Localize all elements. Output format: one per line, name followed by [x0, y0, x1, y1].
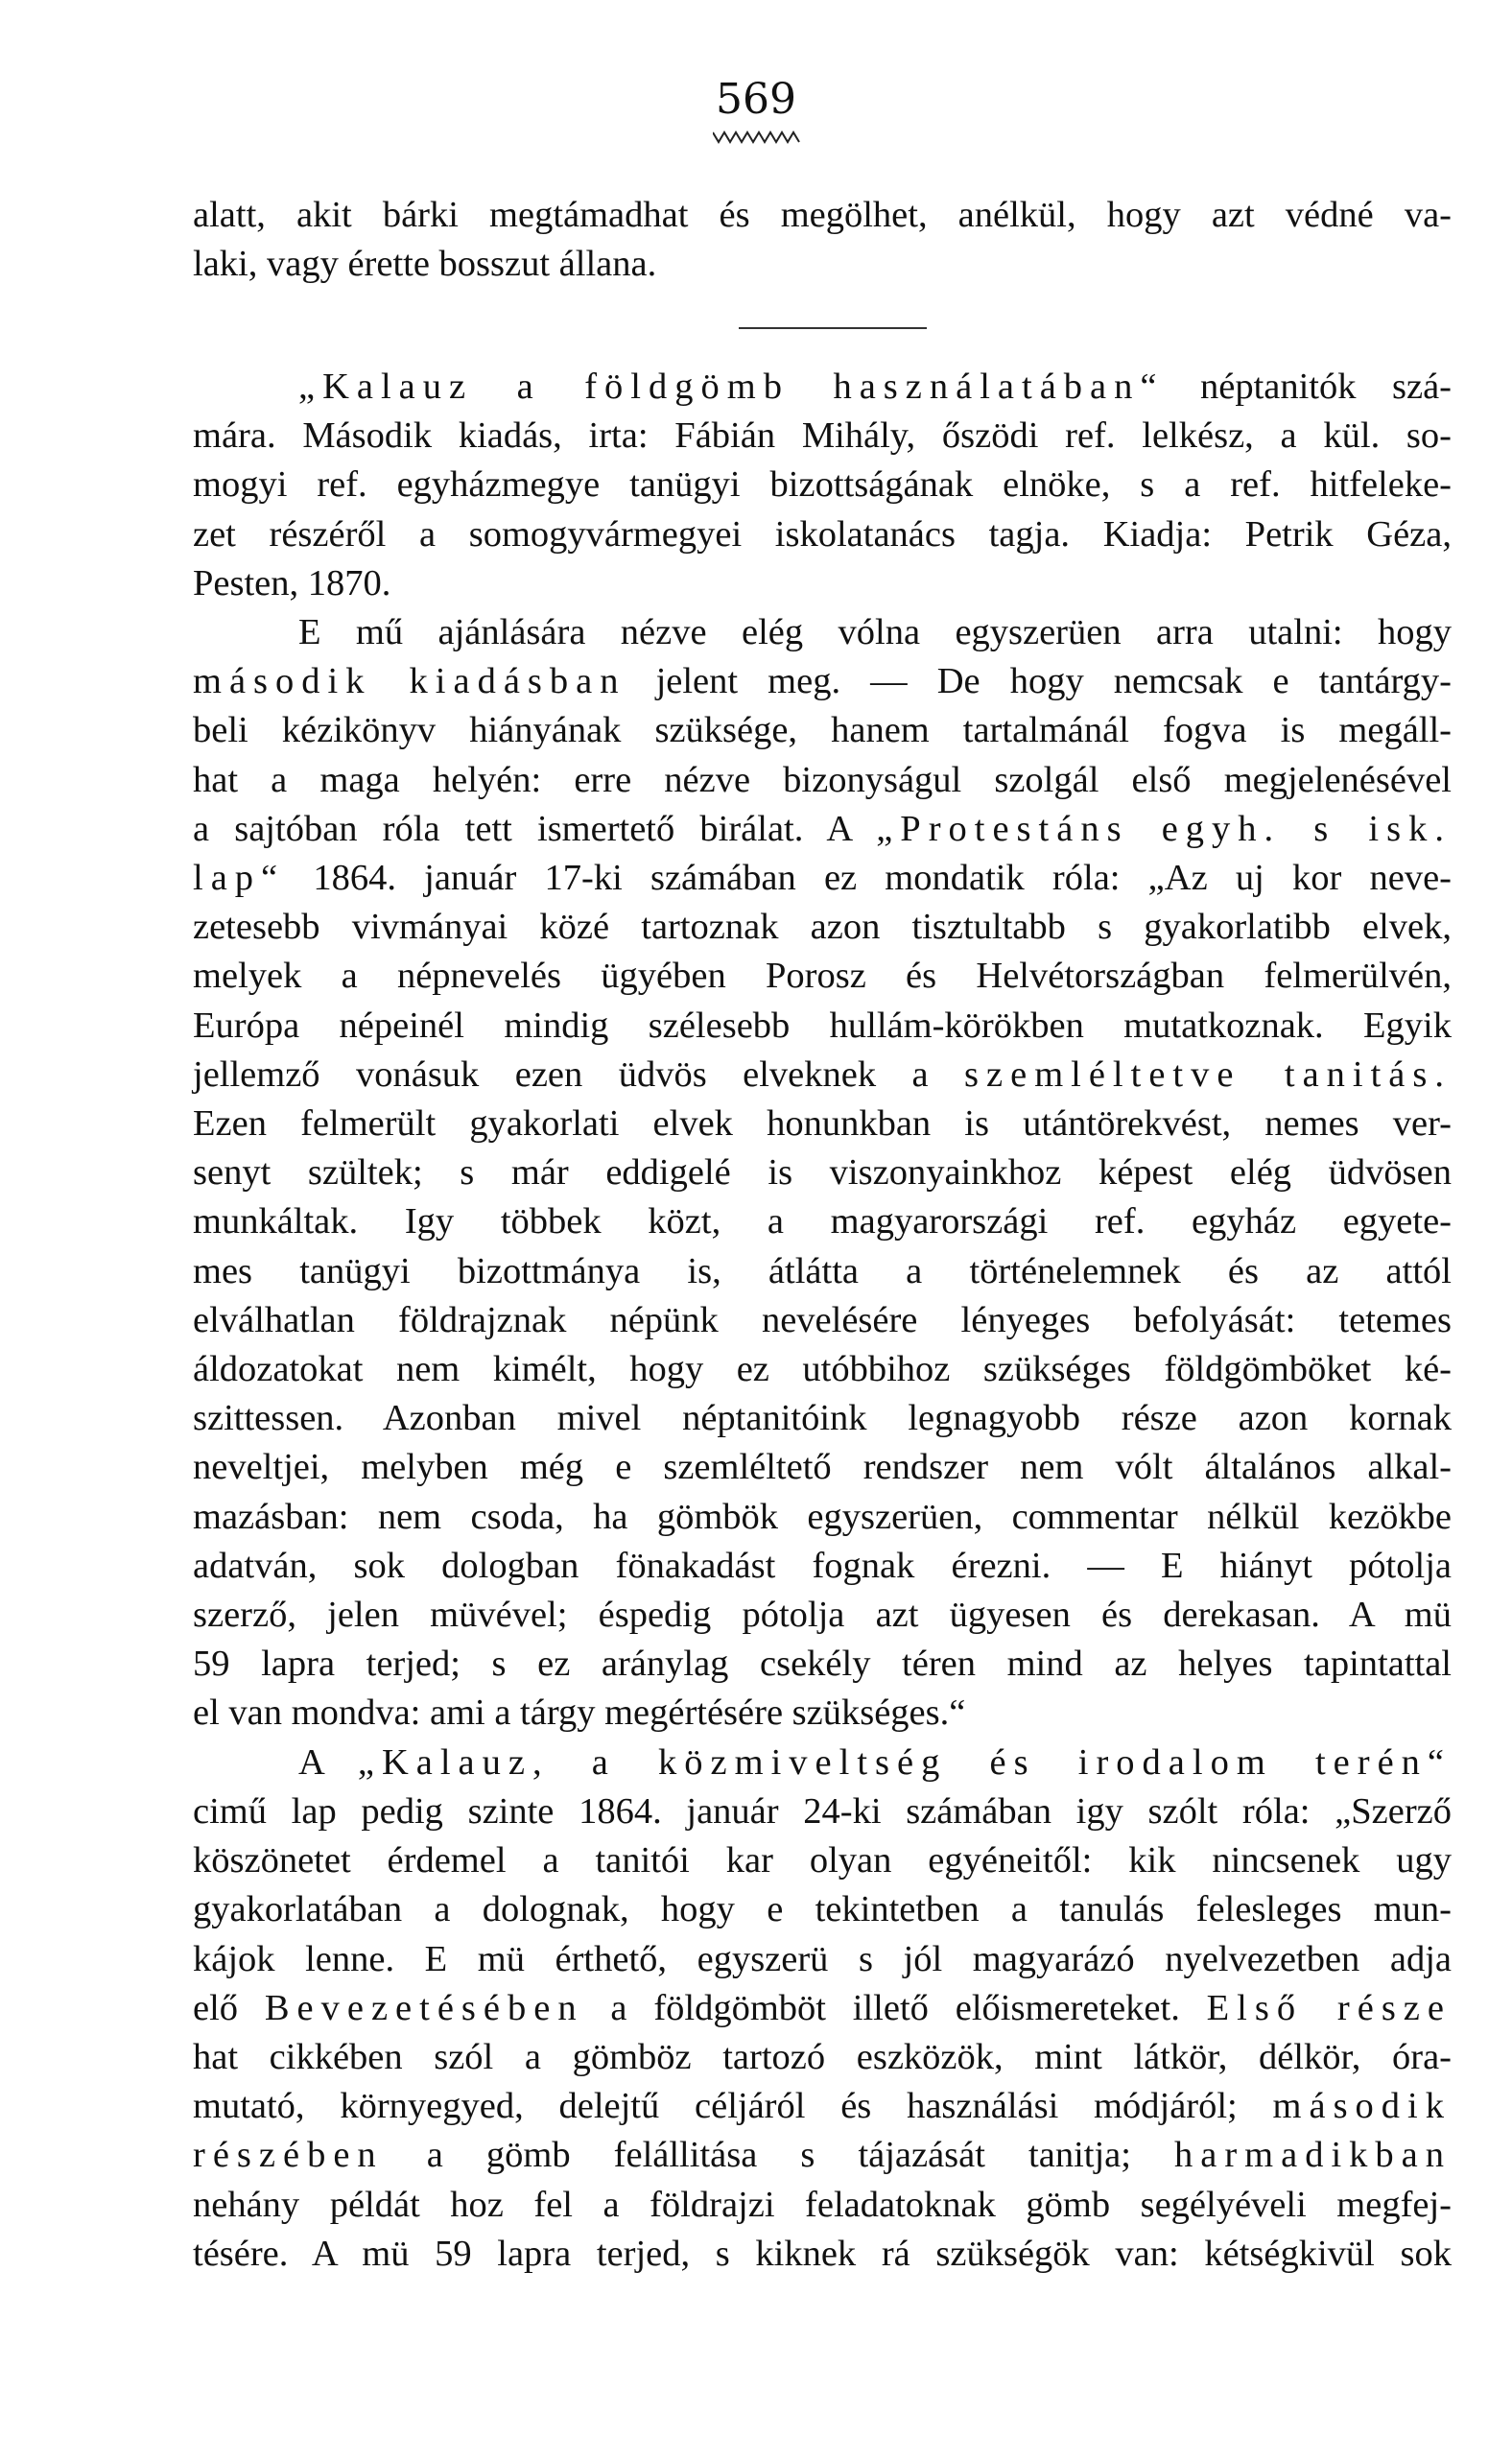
- text-span: a földgömböt illető előismereteket.: [583, 1987, 1207, 2028]
- text-line: [193, 657, 1452, 706]
- opening-paragraph: [193, 191, 1452, 289]
- text-line: elválhatlan földrajznak népünk nevelésére lényeges befolyását: tetemes: [193, 1299, 1452, 1340]
- text-line: mogyi ref. egyházmegye tanügyi bizottságának elnöke, s a ref. hitfeleke-: [193, 464, 1452, 506]
- text-span: mutató, környegyed, delejtű céljáról és használási módjáról;: [193, 2086, 1273, 2127]
- text-line: hat a maga helyén: erre nézve bizonyságul szolgál első megjelenésével: [193, 759, 1452, 800]
- text-line: [193, 608, 1452, 657]
- text-line: neveltjei, melyben még e szemléltető rendszer nem vólt általános alkal-: [193, 1447, 1452, 1488]
- text-line: [193, 363, 1452, 412]
- text-line: zetesebb vivmányai közé tartoznak azon tisztultabb s gyakorlatibb elvek,: [193, 907, 1452, 948]
- text-line: zet részéről a somogyvármegyei iskolatanács tagja. Kiadja: Petrik Géza,: [193, 513, 1452, 555]
- text-line: cimű lap pedig szinte 1864. január 24-ki számában igy szólt róla: „Szerző: [193, 1790, 1452, 1832]
- journal-title: lap“: [193, 858, 286, 899]
- text-line: senyt szültek; s már eddigelé is viszonyainkhoz képest elég üdvösen: [193, 1152, 1452, 1194]
- emphasis: szemléltetve tanitás.: [964, 1053, 1452, 1095]
- text-span: a gömb felállitása s tájazását tanitja;: [383, 2135, 1175, 2176]
- text-line: Pesten, 1870.: [193, 562, 391, 603]
- page-number: 569: [716, 75, 796, 124]
- text-line: melyek a népnevelés ügyében Porosz és Helvétországban felmerülvén,: [193, 956, 1452, 997]
- emphasis: Bevezetésében: [264, 1987, 584, 2028]
- text-line: 59 lapra terjed; s ez aránylag csekély téren mind az helyes tapintattal: [193, 1644, 1452, 1685]
- text-line: alatt, akit bárki megtámadhat és megölhet, anélkül, hogy azt védné va-: [193, 195, 1452, 235]
- text-line: [193, 1739, 1452, 1787]
- text-span: a sajtóban róla tett ismertető birálat. A: [193, 808, 877, 849]
- text-line: [193, 805, 1452, 854]
- emphasis: második: [1272, 2086, 1452, 2127]
- text-line: [193, 2131, 1452, 2180]
- text-span: elő: [193, 1987, 265, 2028]
- text-line: adatván, sok dologban fönakadást fognak érezni. — E hiányt pótolja: [193, 1545, 1452, 1586]
- text-line: szittessen. Azonban mivel néptanitóink legnagyobb része azon kornak: [193, 1398, 1452, 1439]
- emphasis: harmadikban: [1174, 2135, 1452, 2176]
- text-line: szerző, jelen müvével; éspedig pótolja azt ügyesen és derekasan. A mü: [193, 1595, 1452, 1636]
- text-line: [193, 1051, 1452, 1100]
- emphasis: részében: [193, 2135, 384, 2176]
- text-line: gyakorlatában a dolognak, hogy e tekintetben a tanulás felesleges mun-: [193, 1889, 1452, 1930]
- text-span: 1864. január 17-ki számában ez mondatik róla: „Az uj kor neve-: [285, 858, 1452, 899]
- emphasis: második kiadásban: [193, 661, 626, 702]
- book-title: „Kalauz a földgömb használatában“: [298, 367, 1165, 407]
- text-span: jellemző vonásuk ezen üdvös elveknek a: [193, 1053, 965, 1095]
- text-line: el van mondva: ami a tárgy megértésére szükséges.“: [193, 1692, 966, 1734]
- emphasis: Első része: [1206, 1987, 1452, 2028]
- text-span: néptanitók szá-: [1164, 367, 1453, 407]
- text-line: kájok lenne. E mü érthető, egyszerü s jól magyarázó nyelvezetben adja: [193, 1938, 1452, 1979]
- text-line: munkáltak. Igy többek közt, a magyarországi ref. egyház egyete-: [193, 1201, 1452, 1242]
- text-line: [193, 1984, 1452, 2033]
- journal-title: „Kalauz, a közmiveltség és irodalom terén“: [357, 1741, 1452, 1783]
- text-line: beli kézikönyv hiányának szüksége, hanem tartalmánál fogva is megáll-: [193, 710, 1452, 751]
- text-line: tésére. A mü 59 lapra terjed, s kiknek rá szükségök van: kétségkivül sok: [193, 2233, 1452, 2274]
- journal-title: „Protestáns egyh. s isk.: [876, 808, 1452, 849]
- text-line: [193, 2082, 1452, 2131]
- text-line: Európa népeinél mindig szélesebb hullám-körökben mutatkoznak. Egyik: [193, 1005, 1452, 1046]
- text-line: mes tanügyi bizottmánya is, átlátta a történelemnek és az attól: [193, 1250, 1452, 1291]
- text-span: jelent meg. — De hogy nemcsak e tantárgy-: [626, 661, 1452, 702]
- text-span: A: [298, 1741, 358, 1783]
- text-line: [193, 854, 1452, 903]
- text-line: hat cikkében szól a gömböz tartozó eszközök, mint látkör, délkör, óra-: [193, 2036, 1452, 2077]
- text-line: áldozatokat nem kimélt, hogy ez utóbbihoz szükséges földgömböket ké-: [193, 1349, 1452, 1390]
- section-divider: [739, 327, 927, 329]
- text-line: köszönetet érdemel a tanitói kar olyan egyéneitől: kik nincsenek ugy: [193, 1840, 1452, 1881]
- text-line: nehány példát hoz fel a földrajzi feladatoknak gömb segélyéveli megfej-: [193, 2184, 1452, 2225]
- text-line: laki, vagy érette bosszut állana.: [193, 244, 657, 285]
- zigzag-ornament: [713, 130, 801, 144]
- text-line: mára. Második kiadás, irta: Fábián Mihály, őszödi ref. lelkész, a kül. so-: [193, 415, 1452, 457]
- review-body: [193, 363, 1452, 2279]
- text-line: mazásban: nem csoda, ha gömbök egyszerüen, commentar nélkül kezökbe: [193, 1496, 1452, 1537]
- text-span: E mű ajánlására nézve elég vólna egyszerüen arra utalni: hogy: [298, 612, 1452, 653]
- text-line: Ezen felmerült gyakorlati elvek honunkban is utántörekvést, nemes ver-: [193, 1103, 1452, 1145]
